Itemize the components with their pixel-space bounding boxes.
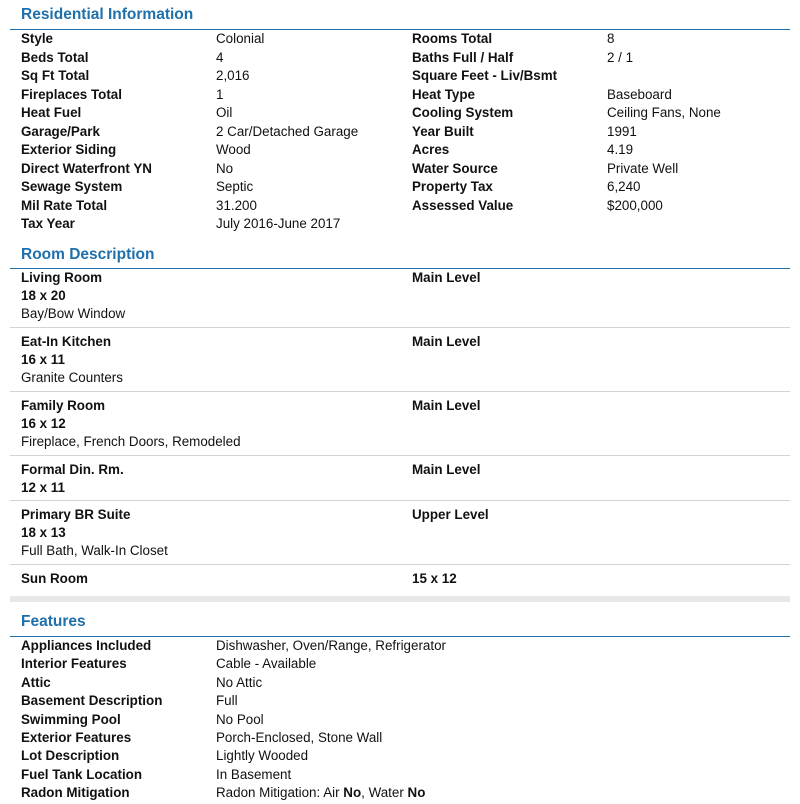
table-row-radon bbox=[0, 784, 800, 802]
field-label: Acres bbox=[412, 142, 450, 157]
field-label: Baths Full / Half bbox=[412, 49, 514, 65]
room-dims: 18 x 20 bbox=[21, 288, 66, 303]
room-name: Sun Room bbox=[21, 571, 88, 586]
table-row bbox=[0, 197, 800, 215]
table-row bbox=[0, 141, 800, 159]
table-row bbox=[0, 86, 800, 104]
field-value: Dishwasher, Oven/Range, Refrigerator bbox=[216, 638, 446, 653]
field-value: Wood bbox=[216, 142, 251, 157]
field-label: Sewage System bbox=[21, 179, 123, 194]
field-value: 2,016 bbox=[216, 68, 250, 83]
field-label: Exterior Siding bbox=[21, 142, 117, 157]
table-row bbox=[0, 637, 800, 655]
field-label: Garage/Park bbox=[21, 123, 100, 139]
field-label: Assessed Value bbox=[412, 197, 514, 213]
room-dims: 18 x 13 bbox=[21, 525, 66, 540]
row-separator bbox=[10, 327, 790, 328]
field-label: Direct Waterfront YN bbox=[21, 160, 152, 176]
field-value: Porch-Enclosed, Stone Wall bbox=[216, 730, 383, 745]
room-name: Eat-In Kitchen bbox=[21, 334, 112, 349]
radon-water-value: No bbox=[407, 785, 426, 800]
field-value: 1 bbox=[216, 86, 224, 102]
field-label: Lot Description bbox=[21, 748, 120, 764]
table-row bbox=[0, 123, 800, 141]
field-label: Fireplaces Total bbox=[21, 86, 122, 102]
room-description: Full Bath, Walk-In Closet bbox=[21, 543, 168, 558]
field-label: Fuel Tank Location bbox=[21, 766, 143, 782]
field-label: Heat Type bbox=[412, 86, 476, 102]
field-label: Style bbox=[21, 31, 54, 46]
row-separator bbox=[10, 455, 790, 456]
field-value: $200,000 bbox=[607, 197, 663, 213]
table-row bbox=[0, 766, 800, 784]
field-value: 2 Car/Detached Garage bbox=[216, 123, 359, 139]
radon-separator: , Water bbox=[361, 785, 408, 800]
room-dims: 16 x 12 bbox=[21, 416, 66, 431]
room-name: Primary BR Suite bbox=[21, 507, 131, 522]
field-value: Oil bbox=[216, 105, 233, 120]
room-name: Family Room bbox=[21, 398, 106, 413]
room-dims: 15 x 12 bbox=[412, 571, 457, 586]
section-title-features: Features bbox=[21, 613, 86, 630]
table-row bbox=[0, 160, 800, 178]
field-value: Septic bbox=[216, 179, 254, 194]
room-name: Living Room bbox=[21, 270, 103, 285]
field-label: Radon Mitigation bbox=[21, 785, 130, 800]
table-row bbox=[0, 30, 800, 48]
field-label: Swimming Pool bbox=[21, 711, 121, 727]
room-level: Main Level bbox=[412, 334, 481, 349]
field-value: In Basement bbox=[216, 766, 292, 782]
room-level: Main Level bbox=[412, 398, 481, 413]
table-row bbox=[0, 178, 800, 196]
field-label: Property Tax bbox=[412, 179, 493, 194]
field-value: Lightly Wooded bbox=[216, 748, 309, 764]
radon-air-prefix: Radon Mitigation: Air bbox=[216, 785, 344, 800]
field-value: Private Well bbox=[607, 160, 679, 176]
field-label: Appliances Included bbox=[21, 638, 152, 653]
row-separator bbox=[10, 564, 790, 565]
field-value: July 2016-June 2017 bbox=[216, 216, 341, 231]
field-value: Ceiling Fans, None bbox=[607, 105, 721, 120]
field-label: Cooling System bbox=[412, 105, 514, 120]
field-label: Mil Rate Total bbox=[21, 197, 108, 213]
field-value: 2 / 1 bbox=[607, 49, 634, 65]
field-value: No bbox=[216, 160, 234, 176]
table-row bbox=[0, 67, 800, 85]
field-label: Beds Total bbox=[21, 49, 89, 65]
room-level: Upper Level bbox=[412, 507, 489, 522]
row-separator bbox=[10, 500, 790, 501]
field-label: Rooms Total bbox=[412, 31, 493, 46]
field-value: Baseboard bbox=[607, 86, 672, 102]
room-dims: 16 x 11 bbox=[21, 352, 65, 367]
field-value: 8 bbox=[607, 31, 615, 46]
table-row bbox=[0, 215, 800, 233]
row-separator bbox=[10, 391, 790, 392]
field-value: 4 bbox=[216, 49, 224, 65]
table-row bbox=[0, 747, 800, 765]
field-label: Exterior Features bbox=[21, 730, 132, 745]
field-value: 1991 bbox=[607, 123, 637, 139]
field-label: Heat Fuel bbox=[21, 105, 82, 120]
field-value: 31.200 bbox=[216, 197, 257, 213]
field-value bbox=[216, 784, 425, 802]
radon-air-value: No bbox=[343, 785, 362, 800]
field-label: Year Built bbox=[412, 123, 474, 139]
field-value: Colonial bbox=[216, 31, 265, 46]
field-value: Full bbox=[216, 693, 238, 709]
section-divider-band bbox=[10, 596, 790, 602]
field-label: Interior Features bbox=[21, 656, 127, 672]
field-value: No Attic bbox=[216, 674, 263, 690]
field-value: 6,240 bbox=[607, 179, 641, 194]
table-row bbox=[0, 49, 800, 67]
table-row bbox=[0, 729, 800, 747]
room-level: Main Level bbox=[412, 270, 481, 285]
room-level: Main Level bbox=[412, 462, 481, 477]
field-value: No Pool bbox=[216, 711, 264, 727]
section-rule bbox=[10, 268, 790, 269]
field-label: Attic bbox=[21, 674, 51, 690]
field-value: Cable - Available bbox=[216, 656, 317, 672]
table-row bbox=[0, 711, 800, 729]
table-row bbox=[0, 104, 800, 122]
field-value: 4.19 bbox=[607, 142, 634, 157]
field-label: Square Feet - Liv/Bsmt bbox=[412, 68, 558, 83]
field-label: Tax Year bbox=[21, 216, 75, 231]
field-label: Water Source bbox=[412, 160, 498, 176]
table-row bbox=[0, 692, 800, 710]
table-row bbox=[0, 655, 800, 673]
room-description: Granite Counters bbox=[21, 370, 123, 385]
table-row bbox=[0, 674, 800, 692]
room-description: Fireplace, French Doors, Remodeled bbox=[21, 434, 241, 449]
section-title-rooms: Room Description bbox=[21, 246, 155, 263]
room-dims: 12 x 11 bbox=[21, 480, 65, 495]
field-label: Sq Ft Total bbox=[21, 68, 90, 83]
room-name: Formal Din. Rm. bbox=[21, 462, 124, 477]
field-label: Basement Description bbox=[21, 693, 163, 709]
section-title-residential: Residential Information bbox=[21, 6, 194, 23]
room-description: Bay/Bow Window bbox=[21, 306, 126, 321]
